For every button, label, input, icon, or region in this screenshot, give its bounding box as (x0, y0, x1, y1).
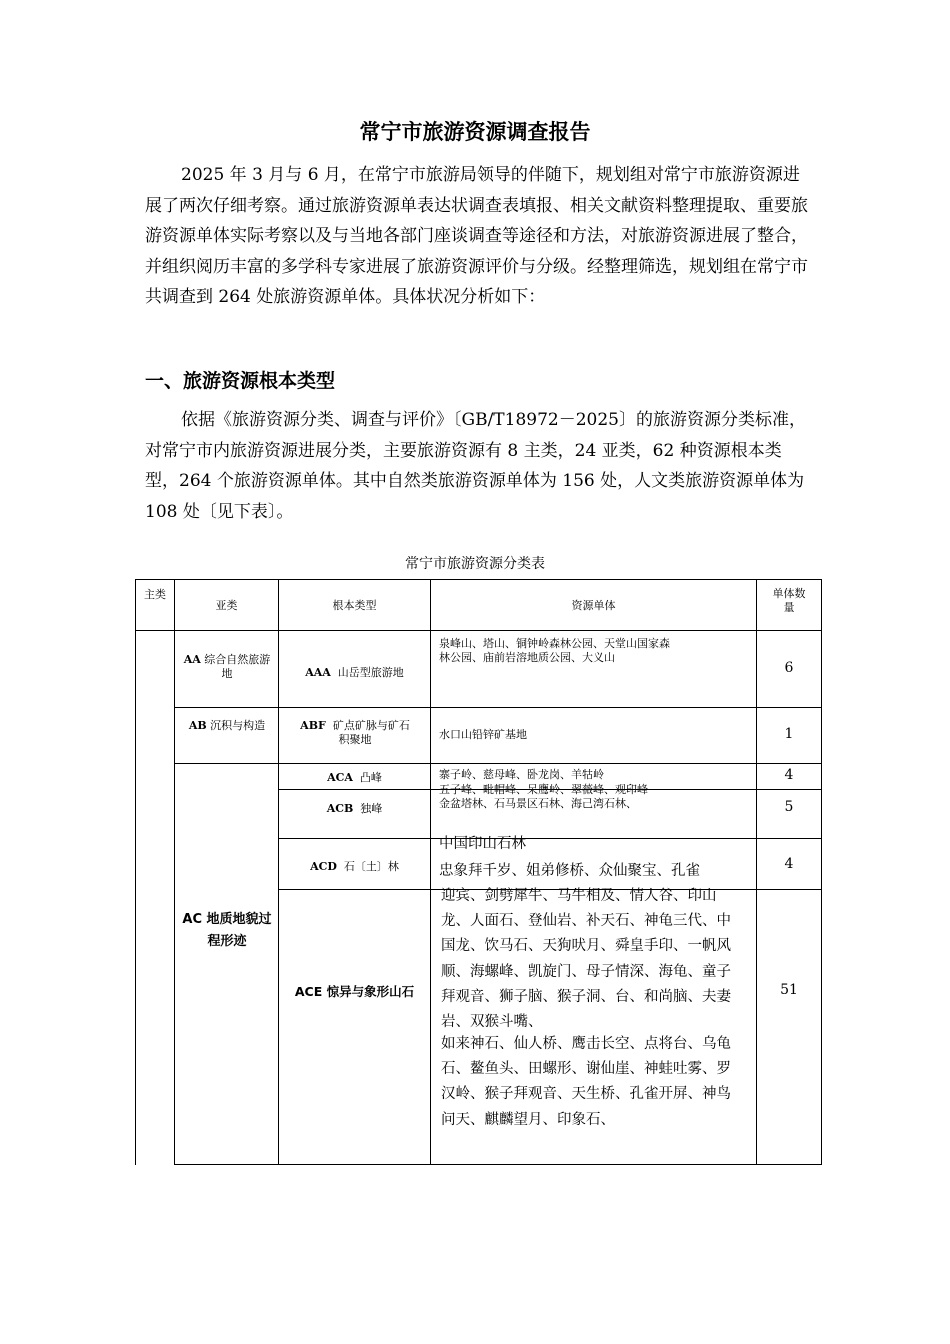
row-aa-subcategory: AA 综合自然旅游地 (183, 653, 271, 680)
row-acb-units-2: 金盆塔林、石马景区石林、海己湾石林、 (439, 797, 637, 810)
row-aca-type: ACA 凸峰 (327, 771, 382, 784)
header-subcategory: 亚类 (215, 599, 238, 612)
section-text: 依据《旅游资源分类、调查与评价》〔GB/T18972－2025〕的旅游资源分类标准，对常宁市内旅游资源进展分类，主要旅游资源有 8 主类，24 亚类，62 种资源根本类型，264 个旅游资源单体。其中自然类旅游资源单体为 156 处，人文类旅游资源单体为 108 处〔见下表〕。 (145, 410, 806, 522)
row-acb-type: ACB 独峰 (326, 802, 383, 815)
row-ab-type: ABF 矿点矿脉与矿石积聚地 (300, 719, 410, 746)
section-heading: 一、旅游资源根本类型 (145, 370, 336, 392)
row-aa-type: AAA 山岳型旅游地 (305, 666, 404, 679)
header-main-category: 主类 (144, 588, 166, 601)
row-aa-count: 6 (784, 660, 794, 676)
row-ab-count: 1 (784, 726, 794, 742)
table-caption: 常宁市旅游资源分类表 (405, 556, 545, 572)
row-ace-count: 51 (780, 982, 798, 998)
row-ace-type: ACE 惊异与象形山石 (294, 984, 415, 999)
row-ace-units: 迎宾、剑劈犀牛、马牛相及、情人谷、印山龙、人面石、登仙岩、补天石、神龟三代、中国龙、饮马石、天狗吠月、舜皇手印、一帆风顺、海螺峰、凯旋门、母子情深、海龟、童子拜观音、狮子脑、猴子洞、台、和尚脑、夫妻岩、双猴斗嘴、 (441, 888, 731, 1031)
row-ac-subcategory: AC 地质地貌过程形迹 (182, 912, 272, 949)
row-ab-units: 水口山铅锌矿基地 (439, 728, 527, 741)
row-acd-units-1: 中国印山石林 (439, 836, 526, 852)
header-resource-units: 资源单体 (571, 599, 616, 612)
row-aca-count: 4 (784, 767, 794, 783)
header-unit-count: 单体数量 (772, 587, 806, 614)
row-acd-units-2: 忠象拜千岁、姐弟修桥、众仙聚宝、孔雀 (439, 863, 700, 879)
row-aca-units: 寨子岭、慈母峰、卧龙岗、羊牯岭 (439, 768, 604, 781)
header-basic-type: 根本类型 (332, 599, 377, 612)
row-acd-count: 4 (784, 856, 794, 872)
row-acd-type: ACD 石〔土〕林 (310, 860, 399, 873)
row-acb-count: 5 (784, 799, 794, 815)
row-ab-subcategory: AB 沉积与构造 (188, 719, 266, 732)
page-title: 常宁市旅游资源调查报告 (359, 120, 591, 144)
row-aa-units: 泉峰山、塔山、铜钟岭森林公园、天堂山国家森林公园、庙前岩溶地质公园、大义山 (439, 637, 670, 664)
intro-text: 2025 年 3 月与 6 月，在常宁市旅游局领导的伴随下，规划组对常宁市旅游资源进展了两次仔细考察。通过旅游资源单表达状调查表填报、相关文献资料整理提取、重要旅游资源单体实际考察以及与当地各部门座谈调查等途径和方法，对旅游资源进展了整合，并组织阅历丰富的多学科专家进展了旅游资源评价与分级。经整理筛选，规划组在常宁市共调查到 264 处旅游资源单体。具体状况分析如下： (145, 165, 808, 307)
row-ace-units-more: 如来神石、仙人桥、鹰击长空、点将台、乌龟石、鳌鱼头、田螺形、谢仙崖、神蛙吐雾、罗汉岭、猴子拜观音、天生桥、孔雀开屏、神鸟问天、麒麟望月、印象石、 (441, 1036, 731, 1128)
row-acb-units-1: 五子峰、毗帽峰、呆鹰岭、翠薇峰、观印峰 (439, 783, 648, 796)
